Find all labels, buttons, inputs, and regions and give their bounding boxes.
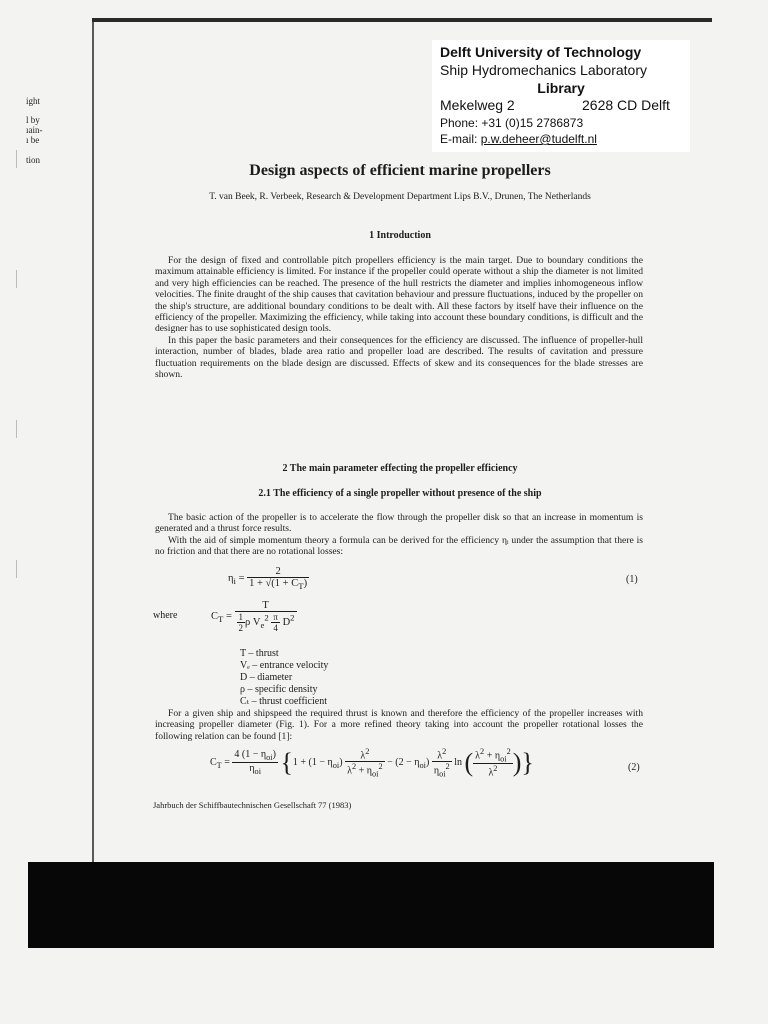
- stamp-lab: Ship Hydromechanics Laboratory: [440, 62, 647, 78]
- stamp-postcode: 2628 CD Delft: [582, 97, 670, 113]
- stamp-library: Library: [537, 80, 585, 96]
- where-label: where: [153, 610, 178, 621]
- margin-mark: [16, 420, 17, 438]
- stamp-institution: Delft University of Technology: [440, 44, 642, 60]
- symbol-def: Vₑ – entrance velocity: [240, 660, 329, 671]
- symbol-list: [240, 648, 328, 708]
- margin-fragment: ight: [26, 96, 41, 106]
- library-stamp: [432, 40, 690, 152]
- margin-mark: [16, 270, 17, 288]
- symbol-def: T – thrust: [240, 648, 279, 659]
- margin-fragment: ı be: [26, 135, 40, 145]
- equation-1: $\eta_i$ = $\frac{2}{1 + √(1 + C_T)}$: [228, 566, 308, 592]
- symbol-def: ρ – specific density: [240, 684, 318, 695]
- symbol-def: D – diameter: [240, 672, 293, 683]
- page-edge-line: [92, 22, 94, 867]
- top-rule: [92, 18, 712, 22]
- margin-mark: [16, 560, 17, 578]
- paragraph: In this paper the basic parameters and their consequences for the efficiency are discussed. The influence of propeller-hull interaction, number of blades, blade area ratio and propeller load are described. The results of cavitation and pressure fluctuation requirements on the blade design are discussed. Effects of skew and its consequences for the blade stresses are shown.: [155, 334, 643, 381]
- intro-text: [155, 255, 643, 380]
- margin-mark: [16, 150, 17, 168]
- subsection-heading: 2.1 The efficiency of a single propeller without presence of the ship: [258, 488, 542, 499]
- stamp-email[interactable]: p.w.deheer@tudelft.nl: [480, 132, 597, 146]
- thrust-coefficient-formula: $C_T$ = T $\frac{1}{2}$ ρ $V_e^2$ $\frac{\pi}{4}$ $D^2$: [211, 600, 295, 633]
- paper-authors: T. van Beek, R. Verbeek, Research & Development Department Lips B.V., Drunen, The Netherlands: [209, 192, 591, 202]
- journal-footer: Jahrbuch der Schiffbautechnischen Gesellschaft 77 (1983): [153, 800, 352, 810]
- section-heading: 1 Introduction: [369, 230, 431, 241]
- section21-text: [155, 512, 643, 558]
- scan-black-bar: [28, 862, 714, 948]
- margin-fragment: ıain-: [26, 125, 43, 135]
- stamp-email-label: E-mail:: [440, 132, 478, 146]
- stamp-phone: Phone: +31 (0)15 2786873: [440, 116, 584, 130]
- paragraph: For the design of fixed and controllable pitch propellers efficiency is the main target. Due to boundary conditions the maximum attainable efficiency is limited. For instance if the propeller could operate without a ship the diameter is not limited and very high efficiencies can be reached. The presence of the hull restricts the diameter and implies inhomogeneous inflow velocities. The finite draught of the ship causes that cavitation behaviour and pressure fluctuations, induced by the propeller on the ship's structure, are additional boundary conditions to be dealt with. All these factors by itself have their influence on the efficiency of the propeller. Maximizing the efficiency, while taking into account these boundary conditions, is difficult and the designer has to use sophisticated design tools.: [155, 255, 643, 335]
- stamp-street: Mekelweg 2: [440, 97, 515, 113]
- paragraph: For a given ship and shipspeed the required thrust is known and therefore the efficiency of the propeller increases with increasing propeller diameter (Fig. 1). For a more refined theory taking into account the propeller rotational losses the following relation can be found [1]:: [155, 708, 643, 742]
- equation-number: (1): [626, 574, 638, 585]
- margin-fragment: l by: [26, 115, 40, 125]
- paper-title: Design aspects of efficient marine propellers: [249, 162, 551, 179]
- symbol-def: Cₜ – thrust coefficient: [240, 696, 327, 707]
- stamp-email-row: [440, 132, 597, 146]
- equation-number: (2): [628, 762, 640, 773]
- section21-text-cont: [155, 708, 643, 742]
- paragraph: With the aid of simple momentum theory a formula can be derived for the efficiency ηᵢ under the assumption that there is no friction and that there are no rotational losses:: [155, 534, 643, 558]
- margin-fragment: tion: [26, 155, 41, 165]
- paragraph: The basic action of the propeller is to accelerate the flow through the propeller disk so that an increase in momentum is generated and a thrust force results.: [155, 512, 643, 535]
- equation-2: $C_T$ = $\frac{4 (1 - \eta_{oi})}{\eta_{oi}}$ {$1 + (1 - \eta_{oi})$ $\frac{\lambda^2}{\lambda^2 + \eta_{oi}^2}$ − $(2 - \eta_{oi})$ $\frac{\lambda^2}{\eta_{oi}^2}$ ln ( $\frac{\lambda^2 + \eta_{oi}^2}{\lambda^2}$ )}: [210, 747, 534, 779]
- section-heading: 2 The main parameter effecting the propeller efficiency: [282, 463, 518, 474]
